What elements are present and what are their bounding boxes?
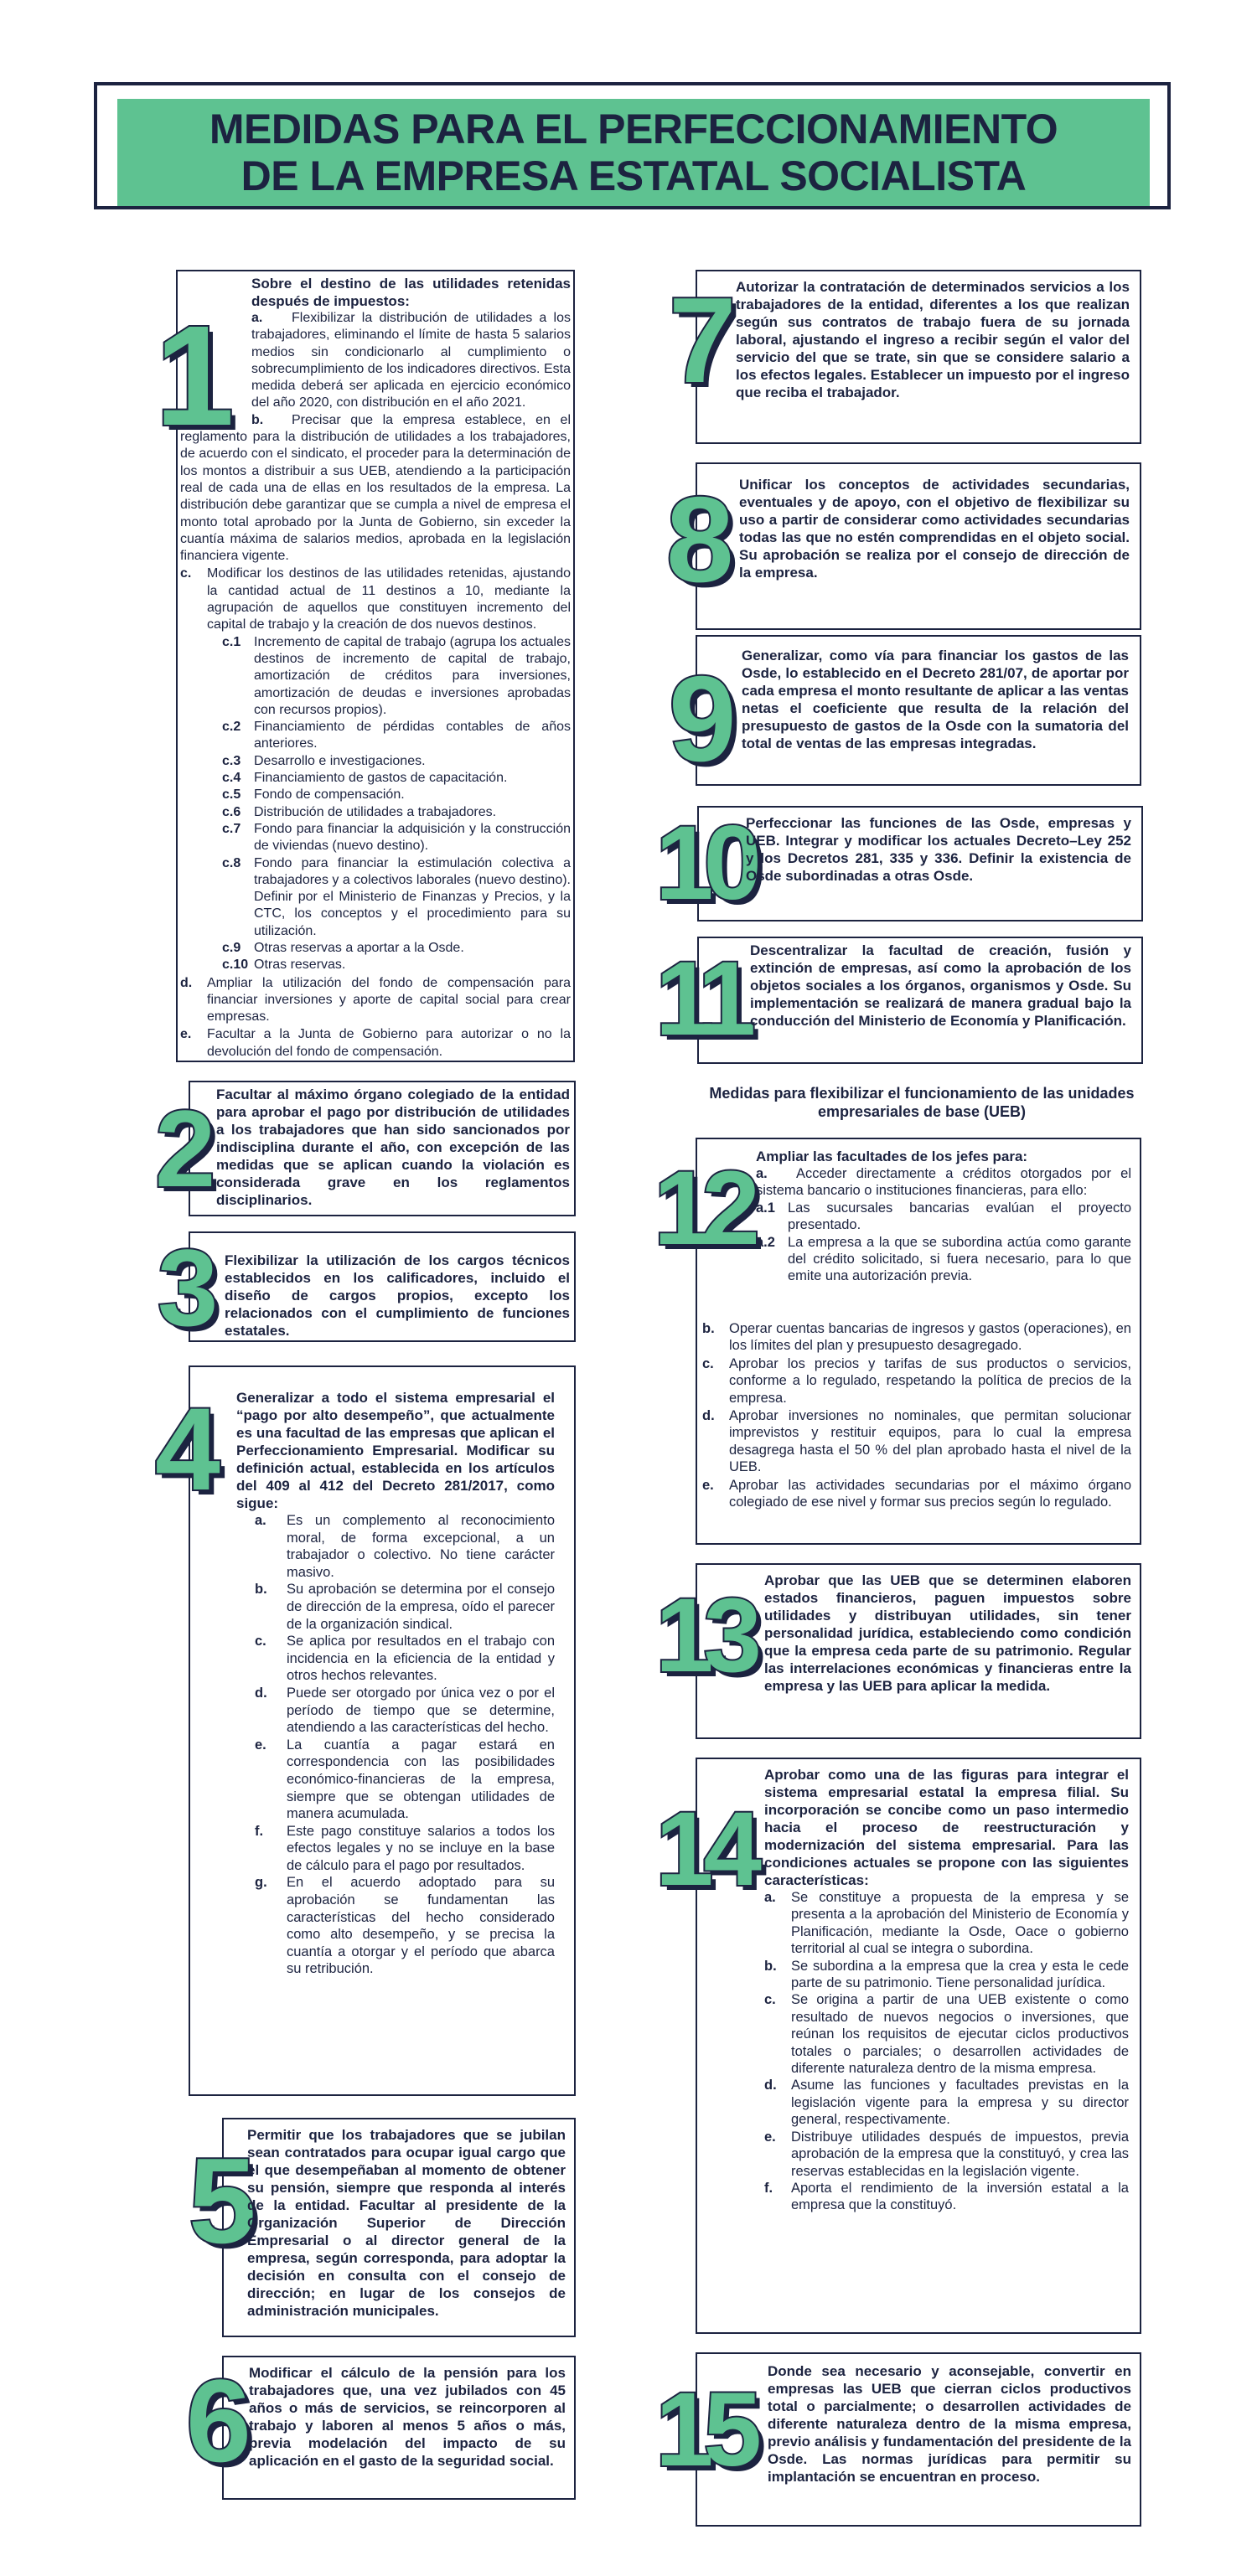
m4-item-text: Es un complemento al reconocimiento moral, de forma excepcional, a un trabajador o colectivo. No tiene carácter masivo. [287, 1513, 555, 1580]
title-line-2: DE LA EMPRESA ESTATAL SOCIALISTA [241, 152, 1027, 199]
measure-11-number: 11 [655, 941, 747, 1057]
m12-a-item-label: a.2 [756, 1234, 775, 1250]
m4-item-text: Se aplica por resultados en el trabajo con incidencia en la eficiencia de la entidad y otros hechos relevantes. [287, 1634, 555, 1684]
m12-a-item-label: a.1 [756, 1200, 775, 1216]
measure-10-text: Perfeccionar las funciones de las Osde, empresas y UEB. Integrar y modificar los actuales Decreto–Ley 252 y los Decretos 281, 335 y 336. Definir la existencia de Osde subordinadas a otras Osde. [746, 815, 1131, 884]
measure-13-number: 13 [655, 1577, 753, 1694]
title-line-1: MEDIDAS PARA EL PERFECCIONAMIENTO [209, 106, 1058, 152]
c-item-text: Otras reservas a aportar a la Osde. [254, 940, 464, 955]
m4-item-label: a. [255, 1513, 266, 1528]
page-title [117, 99, 1150, 206]
measure-1-a-label: a. [251, 311, 263, 325]
m14-item-label: d. [764, 2078, 777, 2093]
m12-item-text: Aprobar las actividades secundarias por el máximo órgano colegiado de ese nivel y formar sus precios según lo regulado. [729, 1477, 1131, 1510]
measure-4-text: Generalizar a todo el sistema empresarial el “pago por alto desempeño”, que actualmente es una facultad de las empresas que aplican el Perfeccionamiento Empresarial. Modificar su definición actual, establecida en los artículos del 409 al 412 del Decreto 281/2017, como sigue: [236, 1390, 555, 1511]
c-item-text: Desarrollo e investigaciones. [254, 753, 426, 768]
measure-2-number: 2 [155, 1087, 206, 1210]
measure-1-number: 1 [155, 297, 225, 456]
m12-item-label: c. [702, 1355, 714, 1371]
m14-item-text: Se constituye a propuesta de la empresa y se presenta a la aprobación del Ministerio de Economía y Planificación, mediante la Osde, Oace o gobierno territorial al cual se integra o subordina. [791, 1890, 1129, 1957]
c-item-text: Financiamiento de pérdidas contables de años anteriores. [254, 720, 571, 751]
c-item-text: Financiamiento de gastos de capacitación. [254, 771, 508, 786]
m14-item-text: Asume las funciones y facultades previstas en la legislación vigente para la empresa y su director general, respectivamente. [791, 2078, 1129, 2128]
m14-item-label: e. [764, 2129, 776, 2145]
m12-item-text: Aprobar los precios y tarifas de sus productos o servicios, conforme a lo regulado, respetando la política de precios de la empresa. [729, 1355, 1131, 1406]
c-item-label: c.5 [222, 787, 241, 803]
m12-item-label: e. [702, 1477, 714, 1493]
c-item-text: Fondo para financiar la adquisición y la construcción de viviendas (nuevo destino). [254, 821, 571, 854]
m4-item-text: En el acuerdo adoptado para su aprobación se fundamentan las características del hecho considerado como alto desempeño, y se precisa la cuantía a otorgar y el período que abarca su retribución. [287, 1875, 555, 1977]
m14-item-label: c. [764, 1992, 776, 2008]
m12-item-label: d. [702, 1408, 715, 1424]
ueb-section-title: Medidas para flexibilizar el funcionamiento de las unidades empresariales de base (UEB) [709, 1085, 1135, 1120]
m12-a-item-text: Las sucursales bancarias evalúan el proyecto presentado. [788, 1200, 1131, 1233]
measure-7-text: Autorizar la contratación de determinados servicios a los trabajadores de la entidad, diferentes a los que realizan según sus contratos de trabajo fuera de su jornada laboral, ajustando el ingreso a recibir según el valor del servicio del que se trate, sin que se considere salario a los efectos legales. Establecer un impuesto por el ingreso que reciba el trabajador. [736, 279, 1130, 400]
m4-item-label: c. [255, 1634, 266, 1649]
measure-15-text: Donde sea necesario y aconsejable, convertir en empresas las UEB que cierran ciclos productivos total o parcialmente; o desarrollen actividades de diferente naturaleza dentro de la misma empresa, previo análisis y fundamentación del presidente de la Osde. Las normas jurídicas para permitir su implantación se encuentran en proceso. [768, 2363, 1131, 2485]
c-item-label: c.7 [222, 821, 241, 836]
measure-1-c-label: c. [180, 566, 192, 581]
measure-14-number: 14 [655, 1791, 753, 1907]
measure-3-number: 3 [158, 1226, 209, 1349]
m14-item-label: b. [764, 1958, 777, 1974]
m14-item-label: a. [764, 1890, 776, 1905]
c-item-text: Fondo para financiar la estimulación colectiva a trabajadores y a colectivos laborales (nuevo destino). Definir por el Ministerio de Finanzas y Precios, y la CTC, los conceptos y el procedimiento para su utilización. [254, 855, 571, 938]
measure-8-number: 8 [666, 472, 724, 607]
measure-12-items [702, 1319, 1131, 1510]
m12-item-label: b. [702, 1321, 715, 1336]
measure-14-text: Aprobar como una de las figuras para integrar el sistema empresarial estatal la empresa filial. Su incorporación se concibe como un paso intermedio hacia el proceso de reestructuración y modernización del sistema empresarial. Para las condiciones actuales se propone con las siguientes características: [764, 1767, 1129, 1888]
measure-1-d-label: d. [180, 975, 193, 990]
m4-item-text: Su aprobación se determina por el consejo de dirección de la empresa, oído el parecer de la organización sindical. [287, 1582, 555, 1632]
measure-12-number: 12 [654, 1150, 751, 1267]
m12-a-label: a. [756, 1166, 768, 1181]
c-item-label: c.9 [222, 940, 241, 955]
m4-item-label: e. [255, 1737, 266, 1753]
measure-13-text: Aprobar que las UEB que se determinen elaboren estados financieros, paguen impuestos sobre utilidades y distribuyan utilidades, sin tener personalidad jurídica, estableciendo como condición que la empresa ceda parte de su patrimonio. Regular las interrelaciones económicas y financieras entre la empresa y las UEB para aplicar la medida. [764, 1572, 1131, 1694]
measure-1-text [180, 275, 571, 1061]
m12-item-text: Aprobar inversiones no nominales, que permitan solucionar imprevistos y restituir equipos, para lo cual la empresa desagrega hasta el 50 % del plan aprobado hasta el nivel de la UEB. [729, 1408, 1131, 1475]
measure-5-text: Permitir que los trabajadores que se jubilan sean contratados para ocupar igual cargo que el que desempeñaban al momento de obtener su pensión, siempre que responda al interés de la entidad. Facultar al presidente de la Organización Superior de Dirección Empresarial o al director general de la empresa, según corresponda, para adoptar la decisión en consulta con el consejo de dirección; en lugar de los consejos de administración municipales. [247, 2127, 566, 2319]
measure-6-text: Modificar el cálculo de la pensión para los trabajadores que, una vez jubilados con 45 años o más de servicios, se reincorporen al trabajo y laboren al menos 5 años o más, previa modelación del impacto de su aplicación en el gasto de la seguridad social. [249, 2365, 566, 2469]
c-item-label: c.8 [222, 855, 241, 870]
m14-item-text: Se origina a partir de una UEB existente o como resultado de nuevos negocios o inversiones, que reúnan los requisitos de ejecutar ciclos productivos totales o parciales; o desarrollen actividades de diferente naturaleza dentro de la misma empresa. [791, 1992, 1129, 2077]
measure-1-d-text: Ampliar la utilización del fondo de compensación para financiar inversiones y aporte de capital social para crear empresas. [207, 975, 571, 1025]
measure-6-number: 6 [186, 2355, 241, 2486]
measure-5-number: 5 [189, 2133, 246, 2269]
c-item-label: c.10 [222, 958, 249, 973]
measure-1-a-text: Flexibilizar la distribución de utilidades a los trabajadores, eliminando el límite de hasta 5 salarios medios sin condicionarlo al cumplimiento o sobrecumplimiento de los indicadores directivos. Esta medida deberá ser aplicada en ejercicio económico del año 2020, con distribución en el año 2021. [251, 311, 571, 410]
c-item-text: Distribución de utilidades a trabajadores. [254, 804, 497, 819]
m12-a-text: Acceder directamente a créditos otorgados por el sistema bancario o instituciones financieras, para ello: [756, 1166, 1131, 1199]
c-item-label: c.3 [222, 753, 241, 768]
measure-1-b-label: b. [251, 412, 264, 427]
measure-1-c-text: Modificar los destinos de las utilidades retenidas, ajustando la cantidad actual de 11 destinos a 10, mediante la agrupación de aquellos que constituyen incremento del capital de trabajo y la creación de dos nuevos destinos. [207, 566, 571, 632]
m14-item-text: Distribuye utilidades después de impuestos, previa aprobación de la empresa que la constituyó, y crea las reservas establecidas en la legislación vigente. [791, 2129, 1129, 2179]
c-item-label: c.2 [222, 720, 241, 735]
measure-11-text: Descentralizar la facultad de creación, fusión y extinción de empresas, así como la aprobación de los objetos sociales a los órganos, organismos y Osde. Su implementación se realizará de manera gradual bajo la conducción del Ministerio de Economía y Planificación. [750, 942, 1131, 1029]
measure-3-text: Flexibilizar la utilización de los cargos técnicos establecidos en los calificadores, incluido el diseño de cargos propios, excepto los relacionados con el cumplimiento de funciones estatales. [225, 1252, 570, 1339]
c-item-text: Incremento de capital de trabajo (agrupa los actuales destinos de incremento de capital de trabajo, amortización de créditos para inversiones, amortización de deudas e inversiones aprobadas con recursos propios). [254, 634, 571, 717]
measure-1-title: Sobre el destino de las utilidades retenidas después de impuestos: [251, 276, 571, 309]
measure-15-number: 15 [655, 2372, 753, 2488]
measure-4-number: 4 [155, 1383, 210, 1515]
m4-item-text: Este pago constituye salarios a todos los efectos legales y no se incluye en la base de cálculo para el pago por resultados. [287, 1823, 555, 1873]
measure-12-title: Ampliar las facultades de los jefes para: [756, 1149, 1028, 1164]
measure-1-e-text: Facultar a la Junta de Gobierno para autorizar o no la devolución del fondo de compensación. [207, 1027, 571, 1059]
c-item-label: c.4 [222, 771, 241, 786]
m4-item-label: f. [255, 1823, 264, 1839]
m12-a-item-text: La empresa a la que se subordina actúa como garante del crédito solicitado, si fuera necesario, para lo que emite una autorización previa. [788, 1234, 1131, 1284]
m14-item-text: Aporta el rendimiento de la inversión estatal a la empresa que la constituyó. [791, 2180, 1129, 2213]
measure-1-e-label: e. [180, 1027, 192, 1042]
m4-item-label: b. [255, 1582, 267, 1598]
m4-item-text: Puede ser otorgado por única vez o por el período de tiempo que se determine, atendiendo a las características del hecho. [287, 1685, 555, 1736]
measure-9-number: 9 [669, 651, 727, 787]
m14-item-text: Se subordina a la empresa que la crea y esta le cede parte de su patrimonio. Tiene personalidad jurídica. [791, 1958, 1129, 1991]
measure-1-b-text: Precisar que la empresa establece, en el reglamento para la distribución de utilidades a los trabajadores, de acuerdo con el sindicato, el proceder para la determinación de los montos a distribuir a sus UEB, atendiendo a la participación real de cada una de ellas en los resultados de la empresa. La distribución debe garantizar que se cumpla a nivel de empresa el monto total aprobado por la Junta de Gobierno, sin exceder la cuantía máxima de salarios medios, aprobada en la legislación financiera vigente. [180, 412, 571, 564]
m4-item-text: La cuantía a pagar estará en correspondencia con las posibilidades económico-financieras de la empresa, siempre que se obtengan utilidades de manera acumulada. [287, 1737, 555, 1822]
m14-item-label: f. [764, 2180, 773, 2196]
c-item-text: Fondo de compensación. [254, 787, 405, 803]
measure-8-text: Unificar los conceptos de actividades secundarias, eventuales y de apoyo, con el objetivo de flexibilizar su uso a partir de considerar como actividades secundarias todas las que no estén comprendidas en el objeto social. Su aprobación se realiza por el consejo de dirección de la empresa. [739, 477, 1130, 581]
c-item-text: Otras reservas. [254, 958, 346, 973]
c-item-label: c.6 [222, 804, 241, 819]
measure-14-body [764, 1766, 1129, 2214]
measure-7-number: 7 [669, 272, 727, 408]
measure-2-text: Facultar al máximo órgano colegiado de la entidad para aprobar el pago por distribución de utilidades a los trabajadores que han sido sancionados por indisciplina durante el año, con excepción de las medidas que se aplican cuando la violación es considerada grave en los reglamentos disciplinarios. [216, 1087, 570, 1208]
measure-12-body [756, 1148, 1131, 1285]
m4-item-label: d. [255, 1685, 267, 1701]
c-item-label: c.1 [222, 634, 241, 649]
measure-10-number: 10 [655, 805, 753, 921]
m4-item-label: g. [255, 1875, 267, 1891]
measure-4-body [236, 1389, 555, 1978]
measure-9-text: Generalizar, como vía para financiar los gastos de las Osde, lo establecido en el Decreto 281/07, de aportar por cada empresa el monto resultante de aplicar a las ventas netas el coeficiente que resulta de la relación del presupuesto de gastos de la Osde con la sumatoria del total de ventas de las empresas integradas. [742, 648, 1129, 751]
m12-item-text: Operar cuentas bancarias de ingresos y gastos (operaciones), en los límites del plan y presupuesto desagregado. [729, 1321, 1131, 1354]
